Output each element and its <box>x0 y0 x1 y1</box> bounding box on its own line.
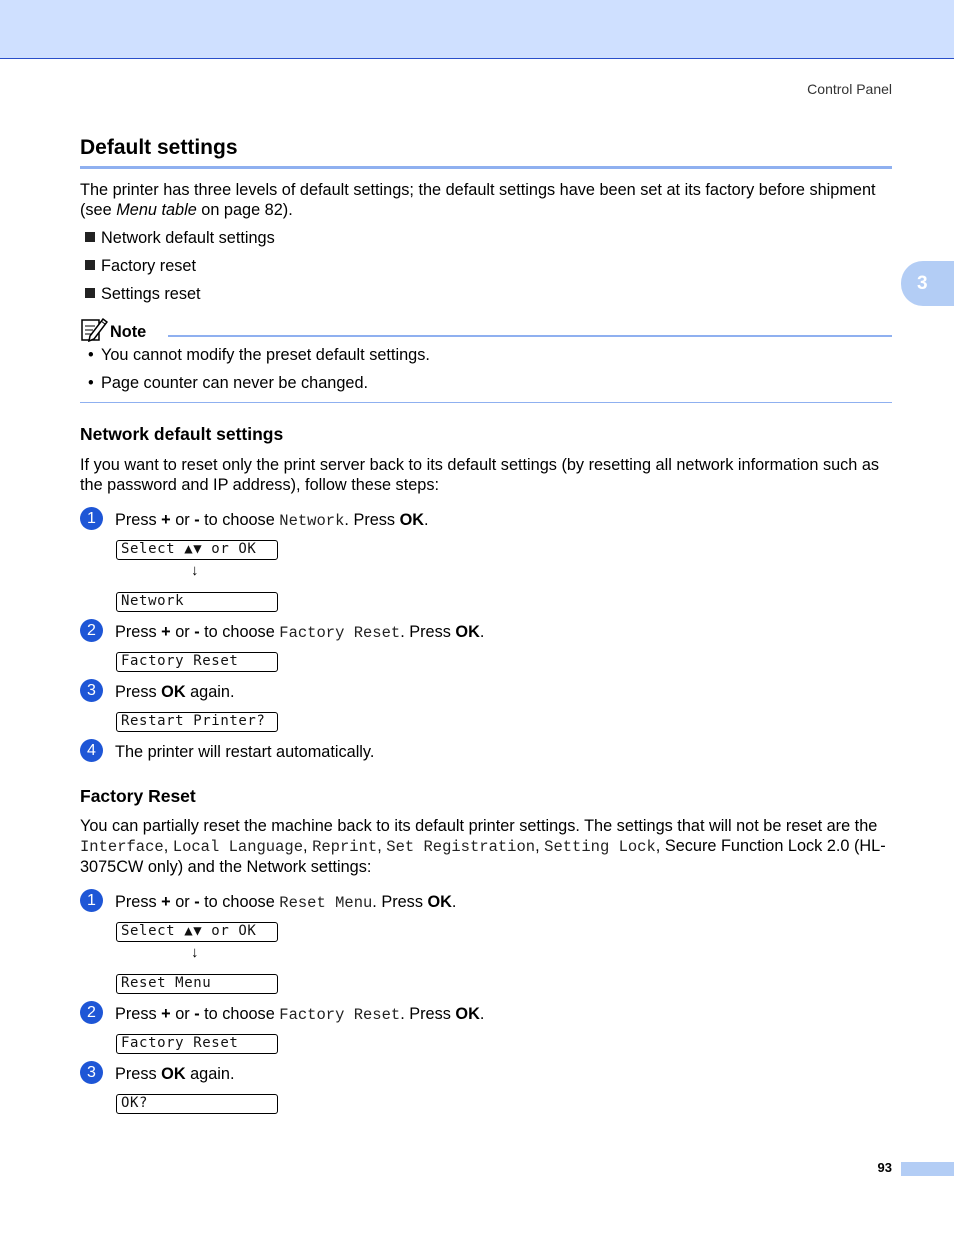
step-text: Press OK again. <box>115 683 235 701</box>
step-number-badge: 1 <box>80 507 103 530</box>
lcd-display: Factory Reset <box>116 1034 278 1054</box>
step-number-badge: 4 <box>80 739 103 762</box>
factory-reset-intro: You can partially reset the machine back to its default printer settings. The settings that will not be reset are the Interface, Local Language, Reprint, Set Registration, Setting Lock, Secure Function Lock 2.0 (HL-3075CW only) and the Network settings: <box>80 817 886 876</box>
step-number-badge: 3 <box>80 1061 103 1084</box>
note-pencil-icon <box>80 316 108 342</box>
square-bullet-icon <box>85 232 95 242</box>
note-header <box>80 316 147 344</box>
down-arrow-icon: ↓ <box>191 944 199 961</box>
note-label: Note <box>110 323 147 341</box>
step-number-badge: 2 <box>80 619 103 642</box>
step-number-badge: 3 <box>80 679 103 702</box>
note-item: • You cannot modify the preset default settings. <box>88 346 430 364</box>
chapter-tab[interactable]: 3 <box>901 261 954 306</box>
network-heading: Network default settings <box>80 424 284 444</box>
intro-paragraph: The printer has three levels of default settings; the default settings have been set at its factory before shipment (see Menu table on page 82). <box>80 181 876 219</box>
lcd-display: Select ▲▼ or OK <box>116 540 278 560</box>
lcd-display: OK? <box>116 1094 278 1114</box>
network-intro: If you want to reset only the print server back to its default settings (by resetting all network information such as the password and IP address), follow these steps: <box>80 456 880 494</box>
lcd-display: Reset Menu <box>116 974 278 994</box>
page-number: 93 <box>877 1160 892 1175</box>
page-title: Default settings <box>80 136 238 159</box>
lcd-display: Restart Printer? <box>116 712 278 732</box>
page-tab-bar <box>901 1162 954 1176</box>
list-item: Network default settings <box>85 229 275 248</box>
step-text: The printer will restart automatically. <box>115 743 375 761</box>
note-bottom-rule <box>80 402 892 403</box>
square-bullet-icon <box>85 288 95 298</box>
menu-table-link[interactable]: Menu table <box>116 201 197 219</box>
down-arrow-icon: ↓ <box>191 562 199 579</box>
header-section-label: Control Panel <box>807 81 892 97</box>
note-item: • Page counter can never be changed. <box>88 374 369 392</box>
step-text: Press + or - to choose Reset Menu. Press OK. <box>115 893 457 912</box>
lcd-display: Factory Reset <box>116 652 278 672</box>
list-item: Factory reset <box>85 257 196 276</box>
title-rule <box>80 166 892 169</box>
list-item: Settings reset <box>85 285 201 304</box>
lcd-display: Select ▲▼ or OK <box>116 922 278 942</box>
step-number-badge: 2 <box>80 1001 103 1024</box>
top-band <box>0 0 954 59</box>
square-bullet-icon <box>85 260 95 270</box>
step-text: Press OK again. <box>115 1065 235 1083</box>
step-text: Press + or - to choose Factory Reset. Press OK. <box>115 623 485 642</box>
step-text: Press + or - to choose Factory Reset. Press OK. <box>115 1005 485 1024</box>
step-text: Press + or - to choose Network. Press OK. <box>115 511 429 530</box>
step-number-badge: 1 <box>80 889 103 912</box>
lcd-display: Network <box>116 592 278 612</box>
note-rule <box>168 335 892 337</box>
factory-reset-heading: Factory Reset <box>80 786 196 806</box>
